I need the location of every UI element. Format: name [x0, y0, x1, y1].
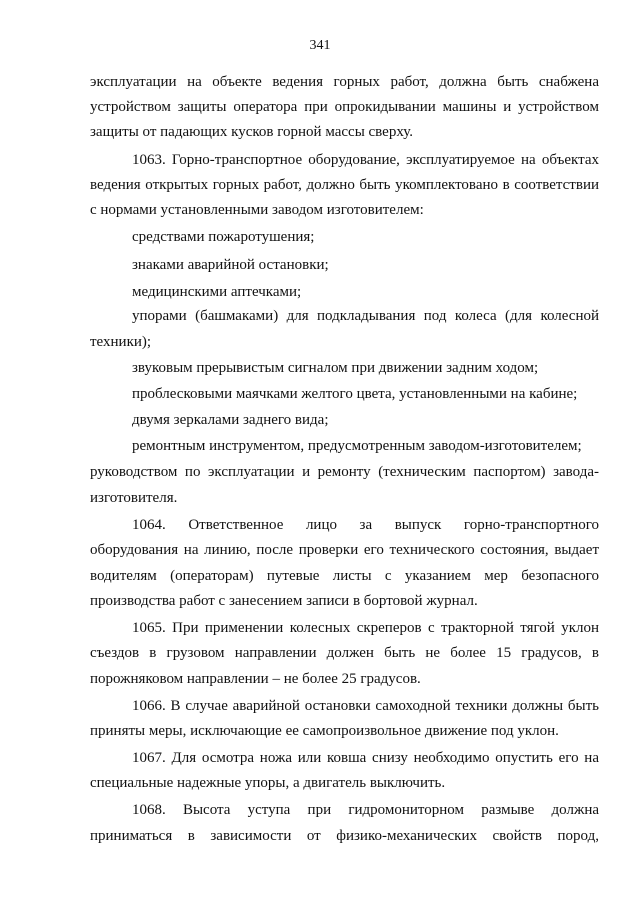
text-line: изготовителя. [90, 490, 178, 506]
text-line: руководством по эксплуатации и ремонту (техническим паспортом) завода- [90, 464, 599, 480]
text-line: 1064. Ответственное лицо за выпуск горно-транспортного [132, 517, 599, 533]
text-line: проблесковыми маячками желтого цвета, установленными на кабине; [132, 386, 578, 402]
text-line: медицинскими аптечками; [132, 284, 302, 300]
text-line: 1063. Горно-транспортное оборудование, эксплуатируемое на объектах [132, 152, 599, 168]
text-line: водителям (операторам) путевые листы с указанием мер безопасного [90, 568, 599, 584]
text-line: техники); [90, 334, 152, 350]
text-line: ведения открытых горных работ, должно быть укомплектовано в соответствии [90, 177, 599, 193]
text-line: ремонтным инструментом, предусмотренным заводом-изготовителем; [132, 438, 582, 454]
text-line: звуковым прерывистым сигналом при движении задним ходом; [132, 360, 539, 376]
text-line: эксплуатации на объекте ведения горных работ, должна быть снабжена [90, 74, 599, 90]
text-line: двумя зеркалами заднего вида; [132, 412, 329, 428]
text-line: защиты от падающих кусков горной массы сверху. [90, 124, 414, 140]
text-line: 1067. Для осмотра ножа или ковша снизу необходимо опустить его на [132, 750, 599, 766]
text-line: приняты меры, исключающие ее самопроизвольное движение под уклон. [90, 723, 559, 739]
text-line: знаками аварийной остановки; [132, 257, 329, 273]
text-line: производства работ с занесением записи в бортовой журнал. [90, 593, 478, 609]
page-number: 341 [309, 38, 331, 53]
text-line: 1066. В случае аварийной остановки самоходной техники должны быть [132, 698, 599, 714]
text-line: съездов в грузовом направлении должен быть не более 15 градусов, в [90, 645, 599, 661]
text-line: 1065. При применении колесных скреперов с тракторной тягой уклон [132, 620, 599, 636]
text-line: средствами пожаротушения; [132, 229, 315, 245]
text-line: порожняковом направлении – не более 25 градусов. [90, 671, 421, 687]
text-line: оборудования на линию, после проверки его технического состояния, выдает [90, 542, 599, 558]
text-line: устройством защиты оператора при опрокидывании машины и устройством [90, 99, 599, 115]
text-line: специальные надежные упоры, а двигатель выключить. [90, 775, 446, 791]
text-line: приниматься в зависимости от физико-механических свойств пород, [90, 828, 599, 844]
text-line: упорами (башмаками) для подкладывания под колеса (для колесной [132, 308, 599, 324]
text-line: 1068. Высота уступа при гидромониторном размыве должна [132, 802, 599, 818]
text-line: с нормами установленными заводом изготовителем: [90, 202, 424, 218]
